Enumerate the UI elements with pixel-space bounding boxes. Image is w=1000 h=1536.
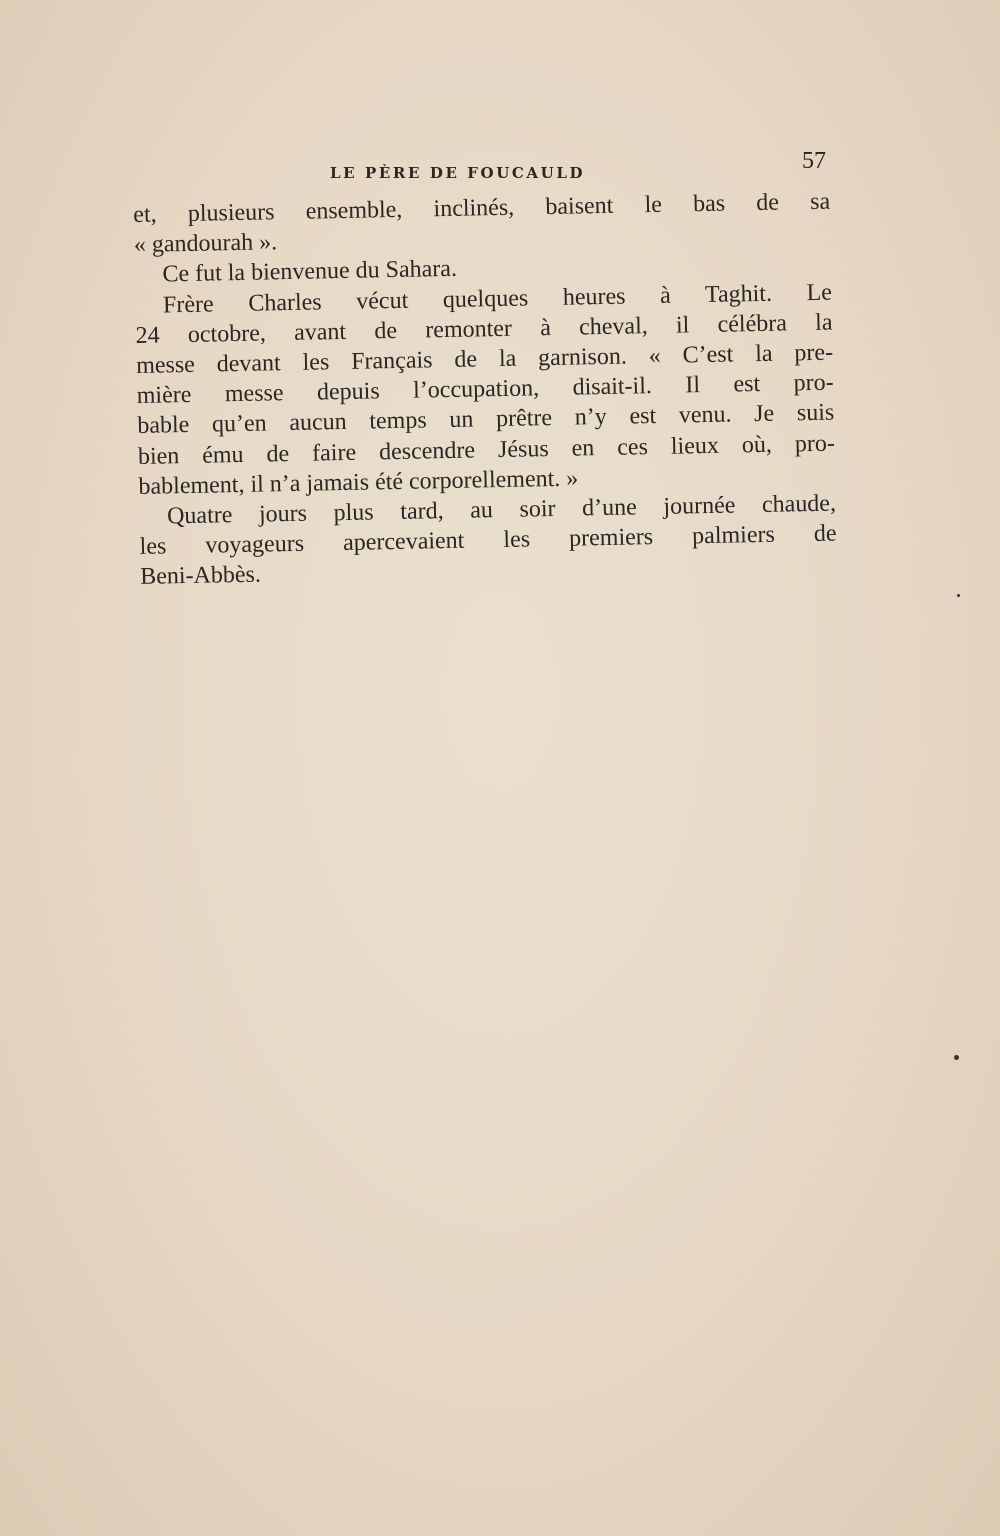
body-text — [133, 187, 837, 593]
text-line: « gandourah ». — [133, 229, 278, 259]
text-line: Quatre jours plus tard, au soir d’une journée chaude, — [166, 490, 837, 530]
paper-speck — [957, 594, 960, 597]
page-number: 57 — [802, 148, 826, 174]
text-line: et, plusieurs ensemble, inclinés, baisent le bas de sa — [133, 188, 831, 228]
text-line: 24 octobre, avant de remonter à cheval, il célébra la — [135, 309, 833, 349]
text-line: Ce fut la bienvenue du Sahara. — [162, 256, 458, 288]
text-line: Beni-Abbès. — [139, 561, 262, 591]
running-title: LE PÈRE DE FOUCAULD — [330, 164, 586, 182]
text-line: les voyageurs apercevaient les premiers palmiers de — [139, 520, 837, 560]
text-line: Frère Charles vécut quelques heures à Taghit. Le — [162, 279, 833, 319]
text-line: messe devant les Français de la garnison. « C’est la pre- — [135, 339, 834, 379]
text-line: bablement, il n’a jamais été corporellement. » — [138, 465, 579, 500]
paper-speck — [954, 1055, 959, 1060]
text-line: bien ému de faire descendre Jésus en ces lieux où, pro- — [137, 430, 836, 470]
running-header — [130, 148, 830, 192]
text-line: bable qu’en aucun temps un prêtre n’y est venu. Je suis — [137, 399, 835, 440]
text-line: mière messe depuis l’occupation, disait-il. Il est pro- — [136, 369, 834, 410]
